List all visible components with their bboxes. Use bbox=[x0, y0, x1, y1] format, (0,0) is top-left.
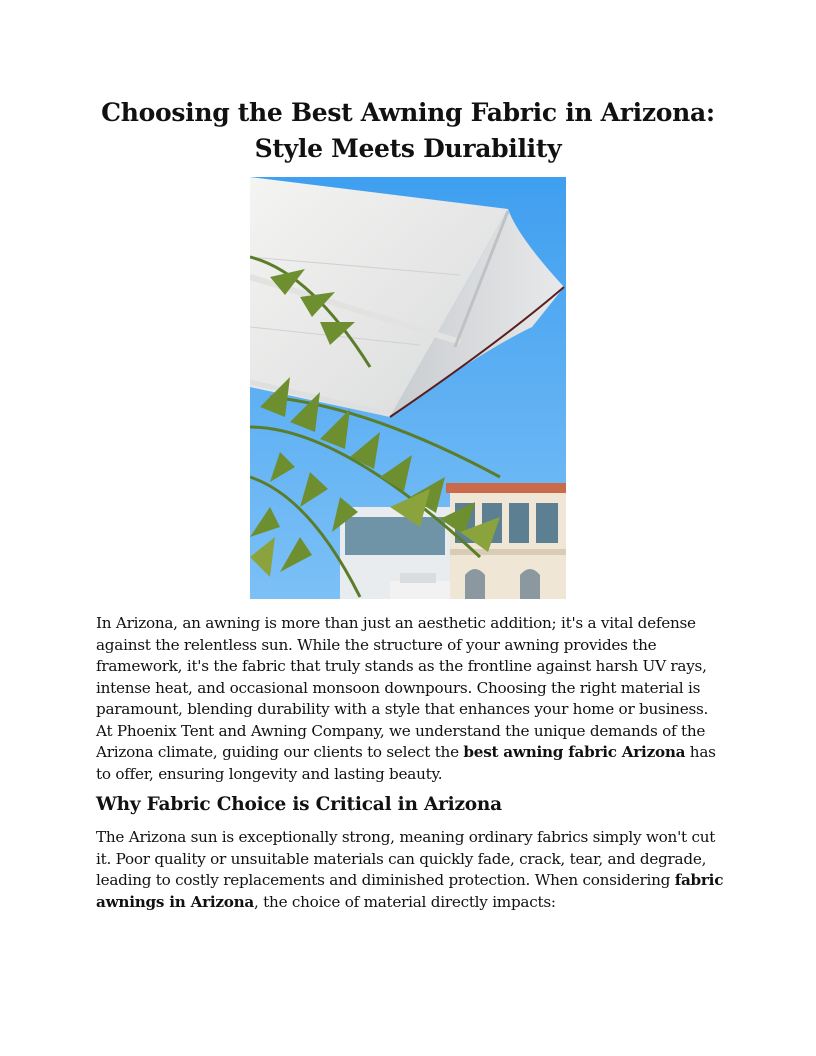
intro-paragraph bbox=[96, 613, 726, 785]
title-line-1: Choosing the Best Awning Fabric in Arizona: bbox=[101, 98, 715, 127]
section-text-start: The Arizona sun is exceptionally strong, meaning ordinary fabrics simply won't cut it. Poor quality or unsuitable materials can quickly fade, crack, tear, and degrade, leading to costly replacements and diminished protection. When considering bbox=[96, 828, 716, 889]
section-text-end: , the choice of material directly impacts: bbox=[254, 892, 556, 911]
section-keyword: fabric awnings in Arizona bbox=[96, 871, 724, 911]
section-heading: Why Fabric Choice is Critical in Arizona bbox=[96, 794, 502, 815]
intro-text-end: has to offer, ensuring longevity and lasting beauty. bbox=[96, 743, 716, 783]
page-title bbox=[60, 95, 756, 167]
awning-photo bbox=[250, 177, 566, 599]
section-paragraph bbox=[96, 827, 726, 913]
title-line-2: Style Meets Durability bbox=[254, 134, 562, 163]
intro-text-start: In Arizona, an awning is more than just an aesthetic addition; it's a vital defense against the relentless sun. While the structure of your awning provides the framework, it's the fabric that truly stands as the frontline against harsh UV rays, intense heat, and occasional monsoon downpours. Choosing the right material is paramount, blending durability with a style that enhances your home or business. At Phoenix Tent and Awning Company, we understand the unique demands of the Arizona climate, guiding our clients to select the bbox=[96, 614, 709, 761]
awning-illustration bbox=[250, 177, 566, 599]
intro-keyword: best awning fabric Arizona bbox=[463, 743, 686, 761]
